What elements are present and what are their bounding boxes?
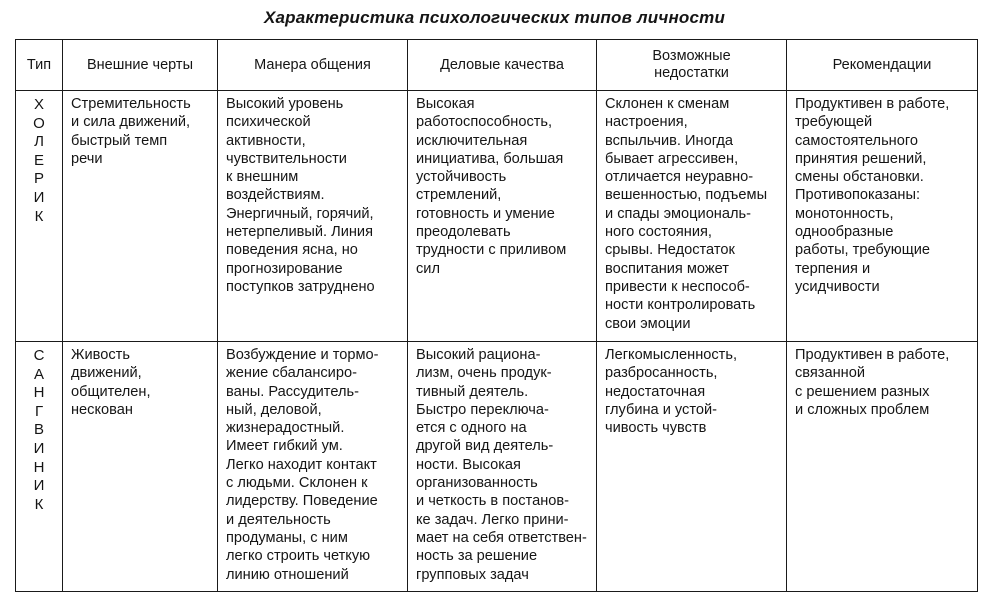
header-flaws xyxy=(597,40,787,91)
recommendations-cell: Продуктивен в работе, связанной с решением разных и сложных проблем xyxy=(787,342,978,592)
table-row-choleric xyxy=(16,91,978,342)
flaws-cell: Склонен к сменам настроения, вспыльчив. Иногда бывает агрессивен, отличается неуравно- вешенностью, подъемы и спады эмоциональ- ного состояния, срывы. Недостаток воспитания может привести к неспособ- ности контролировать свои эмоции xyxy=(597,91,787,342)
type-cell: Х О Л Е Р И К xyxy=(16,91,63,342)
header-recommendations: Рекомендации xyxy=(787,40,978,91)
header-type: Тип xyxy=(16,40,63,91)
communication-cell: Возбуждение и тормо- жение сбалансиро- ваны. Рассудитель- ный, деловой, жизнерадостный. Имеет гибкий ум. Легко находит контакт с людьми. Склонен к лидерству. Поведение и деятельность продуманы, с ним легко строить четкую линию отношений xyxy=(218,342,408,592)
flaws-cell: Легкомысленность, разбросанность, недостаточная глубина и устой- чивость чувств xyxy=(597,342,787,592)
recommendations-cell: Продуктивен в работе, требующей самостоятельного принятия решений, смены обстановки. Противопоказаны: монотонность, однообразные работы, требующие терпения и усидчивости xyxy=(787,91,978,342)
appearance-cell: Стремительность и сила движений, быстрый темп речи xyxy=(63,91,218,342)
communication-cell: Высокий уровень психической активности, чувствительности к внешним воздействиям. Энергичный, горячий, нетерпеливый. Линия поведения ясна, но прогнозирование поступков затруднено xyxy=(218,91,408,342)
business-cell: Высокий рациона- лизм, очень продук- тивный деятель. Быстро переключа- ется с одного на другой вид деятель- ности. Высокая организованность и четкость в постанов- ке задач. Легко прини- мает на себя ответствен- ность за решение групповых задач xyxy=(408,342,597,592)
page-title: Характеристика психологических типов личности xyxy=(263,8,726,27)
business-cell: Высокая работоспособность, исключительная инициатива, большая устойчивость стремлений, готовность и умение преодолевать трудности с приливом сил xyxy=(408,91,597,342)
table-row-sanguine xyxy=(16,342,978,592)
header-appearance: Внешние черты xyxy=(63,40,218,91)
type-cell: С А Н Г В И Н И К xyxy=(16,342,63,592)
header-business: Деловые качества xyxy=(408,40,597,91)
header-row xyxy=(16,40,978,91)
appearance-cell: Живость движений, общителен, нескован xyxy=(63,342,218,592)
temperament-table xyxy=(15,39,978,592)
header-flaws-label: Возможные недостатки xyxy=(652,48,731,81)
header-communication: Манера общения xyxy=(218,40,408,91)
